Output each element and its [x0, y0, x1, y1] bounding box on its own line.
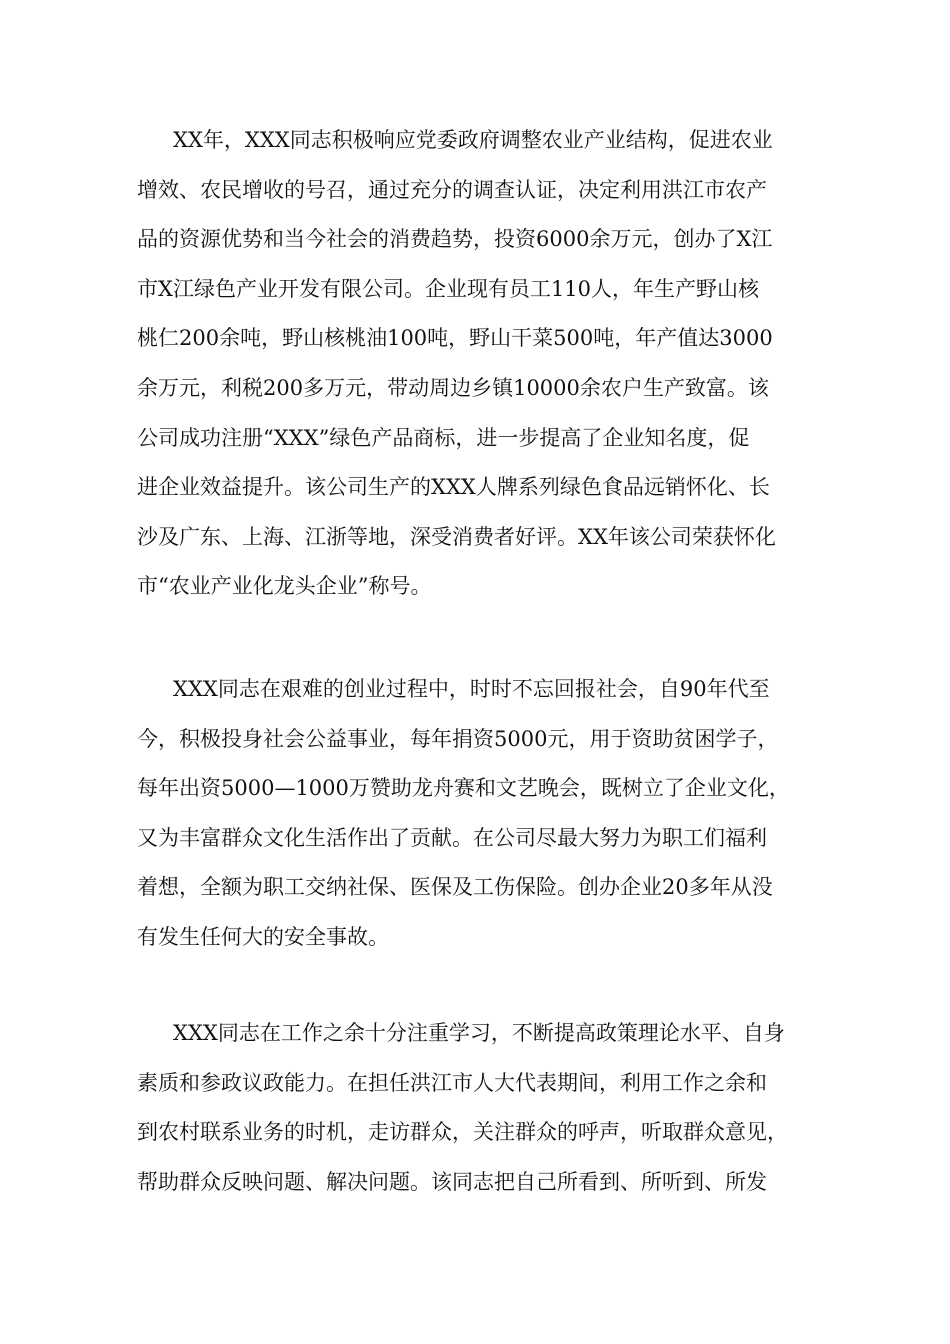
paragraph-line: 品的资源优势和当今社会的消费趋势，投资6000余万元，创办了X江 — [137, 227, 773, 252]
paragraph-line: XXX同志在艰难的创业过程中，时时不忘回报社会，自90年代至 — [173, 677, 770, 701]
paragraph-line: 有发生任何大的安全事故。 — [137, 924, 389, 949]
paragraph-line: 到农村联系业务的时机，走访群众，关注群众的呼声，听取群众意见， — [137, 1120, 788, 1145]
paragraph-line: 市X江绿色产业开发有限公司。企业现有员工110人，年生产野山核 — [137, 276, 760, 301]
paragraph-line: 每年出资5000—1000万赞助龙舟赛和文艺晚会，既树立了企业文化， — [137, 776, 790, 801]
paragraph-line: 公司成功注册“XXX”绿色产品商标，进一步提高了企业知名度，促 — [137, 425, 750, 450]
paragraph-3 — [137, 1009, 817, 1207]
paragraph-2 — [137, 665, 817, 963]
paragraph-line: 桃仁200余吨，野山核桃油100吨，野山干菜500吨，年产值达3000 — [137, 326, 773, 351]
paragraph-line: 着想，全额为职工交纳社保、医保及工伤保险。创办企业20多年从没 — [137, 875, 773, 900]
paragraph-line: 增效、农民增收的号召，通过充分的调查认证，决定利用洪江市农产 — [137, 177, 767, 202]
paragraph-line: 又为丰富群众文化生活作出了贡献。在公司尽最大努力为职工们福利 — [137, 825, 767, 850]
paragraph-1 — [137, 116, 817, 612]
paragraph-line: 今，积极投身社会公益事业，每年捐资5000元，用于资助贫困学子， — [137, 726, 779, 751]
paragraph-line: XX年，XXX同志积极响应党委政府调整农业产业结构，促进农业 — [173, 128, 773, 152]
paragraph-line: 市“农业产业化龙头企业”称号。 — [137, 574, 432, 599]
paragraph-line: 沙及广东、上海、江浙等地，深受消费者好评。XX年该公司荣获怀化 — [137, 524, 776, 549]
paragraph-line: 进企业效益提升。该公司生产的XXX人牌系列绿色食品远销怀化、长 — [137, 475, 770, 500]
paragraph-line: 帮助群众反映问题、解决问题。该同志把自己所看到、所听到、所发 — [137, 1169, 767, 1194]
paragraph-line: 余万元，利税200多万元，带动周边乡镇10000余农户生产致富。该 — [137, 375, 769, 400]
paragraph-line: XXX同志在工作之余十分注重学习，不断提高政策理论水平、自身 — [173, 1021, 785, 1045]
paragraph-line: 素质和参政议政能力。在担任洪江市人大代表期间，利用工作之余和 — [137, 1070, 767, 1095]
